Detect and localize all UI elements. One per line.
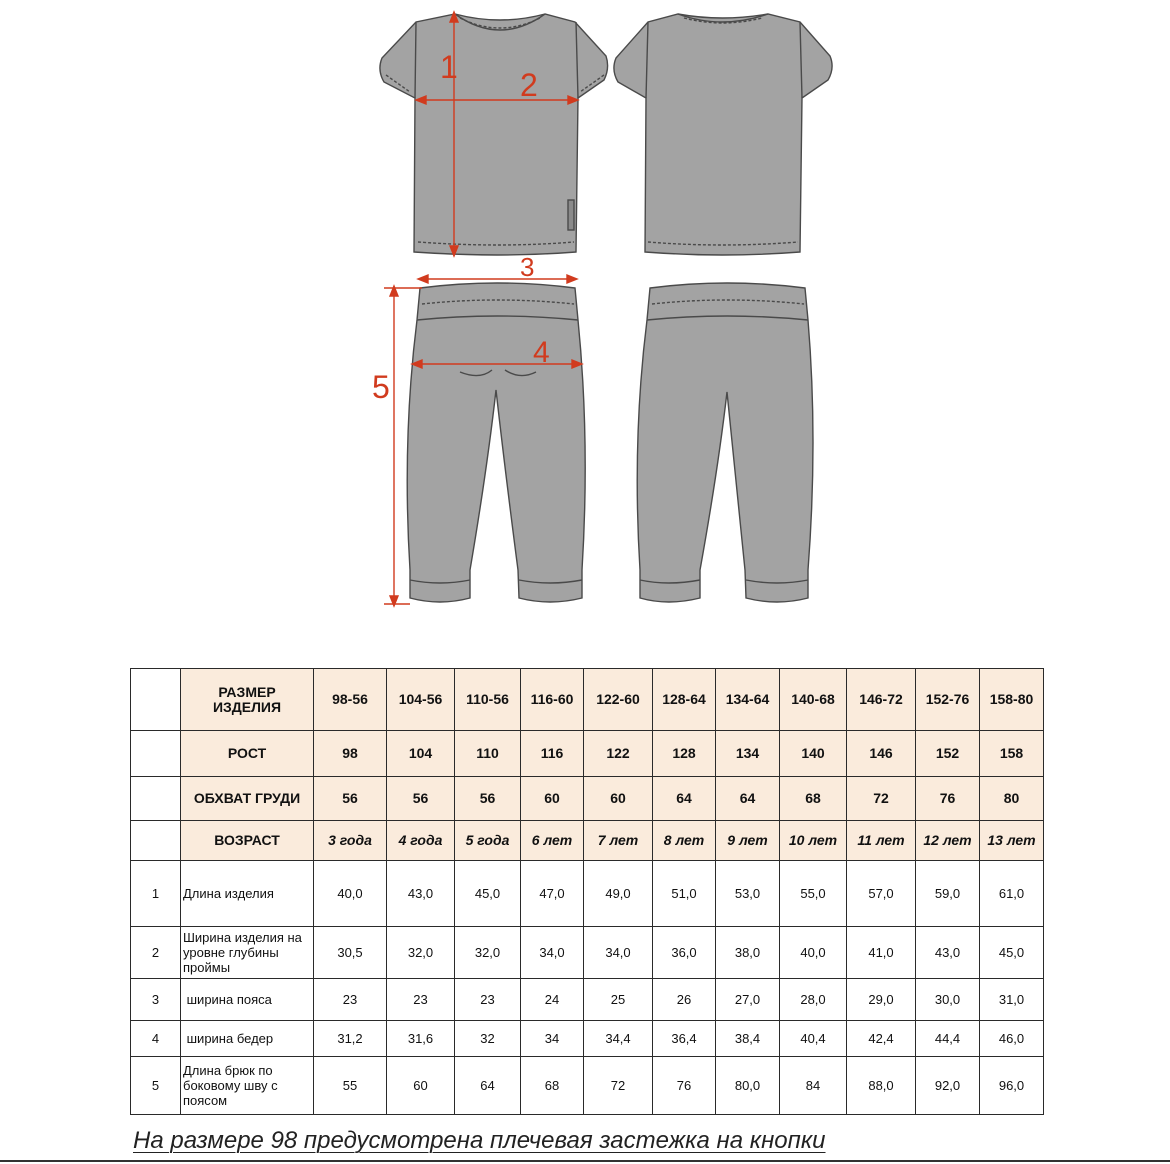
table-cell: 27,0 xyxy=(716,979,780,1021)
row-label: Длина брюк по боковому шву с поясом xyxy=(181,1057,314,1115)
table-cell: 88,0 xyxy=(847,1057,916,1115)
table-cell: 116 xyxy=(521,731,584,777)
table-cell: 128 xyxy=(653,731,716,777)
table-cell: 45,0 xyxy=(455,861,521,927)
table-cell: 104-56 xyxy=(387,669,455,731)
table-cell: 13 лет xyxy=(980,821,1044,861)
table-cell: 152-76 xyxy=(916,669,980,731)
table-cell: 104 xyxy=(387,731,455,777)
table-cell: 43,0 xyxy=(387,861,455,927)
table-cell: 43,0 xyxy=(916,927,980,979)
marker-5: 5 xyxy=(372,369,390,405)
table-cell: 158 xyxy=(980,731,1044,777)
table-cell: 44,4 xyxy=(916,1021,980,1057)
table-cell: 42,4 xyxy=(847,1021,916,1057)
table-row xyxy=(131,1057,1044,1115)
table-cell: 122 xyxy=(584,731,653,777)
table-cell: 32 xyxy=(455,1021,521,1057)
table-cell: 31,6 xyxy=(387,1021,455,1057)
table-cell: 32,0 xyxy=(387,927,455,979)
table-cell: 31,2 xyxy=(314,1021,387,1057)
table-cell: 24 xyxy=(521,979,584,1021)
table-cell: 23 xyxy=(455,979,521,1021)
table-cell: 134 xyxy=(716,731,780,777)
table-row xyxy=(131,979,1044,1021)
table-cell: 34 xyxy=(521,1021,584,1057)
table-cell: 34,0 xyxy=(521,927,584,979)
row-label: ширина пояса xyxy=(181,979,314,1021)
table-cell: 140 xyxy=(780,731,847,777)
empty-cell xyxy=(131,821,181,861)
table-cell: 64 xyxy=(455,1057,521,1115)
row-number: 5 xyxy=(131,1057,181,1115)
table-cell: 76 xyxy=(653,1057,716,1115)
table-cell: 38,4 xyxy=(716,1021,780,1057)
row-label: ОБХВАТ ГРУДИ xyxy=(181,777,314,821)
table-cell: 68 xyxy=(521,1057,584,1115)
table-cell: 72 xyxy=(584,1057,653,1115)
table-cell: 45,0 xyxy=(980,927,1044,979)
table-cell: 30,0 xyxy=(916,979,980,1021)
table-cell: 140-68 xyxy=(780,669,847,731)
table-row xyxy=(131,927,1044,979)
header-row xyxy=(131,731,1044,777)
table-cell: 34,0 xyxy=(584,927,653,979)
marker-4: 4 xyxy=(533,336,550,369)
table-cell: 6 лет xyxy=(521,821,584,861)
table-cell: 40,0 xyxy=(780,927,847,979)
table-cell: 40,0 xyxy=(314,861,387,927)
table-cell: 23 xyxy=(387,979,455,1021)
table-cell: 46,0 xyxy=(980,1021,1044,1057)
table-cell: 49,0 xyxy=(584,861,653,927)
table-cell: 80 xyxy=(980,777,1044,821)
row-number: 2 xyxy=(131,927,181,979)
table-cell: 122-60 xyxy=(584,669,653,731)
table-cell: 98 xyxy=(314,731,387,777)
table-cell: 9 лет xyxy=(716,821,780,861)
bottom-rule xyxy=(0,1160,1170,1162)
table-cell: 36,4 xyxy=(653,1021,716,1057)
table-cell: 59,0 xyxy=(916,861,980,927)
table-cell: 32,0 xyxy=(455,927,521,979)
tshirt-front xyxy=(380,14,608,255)
size-chart-table xyxy=(130,668,1044,1115)
pants-back xyxy=(637,283,813,602)
table-cell: 152 xyxy=(916,731,980,777)
table-cell: 158-80 xyxy=(980,669,1044,731)
table-cell: 80,0 xyxy=(716,1057,780,1115)
table-cell: 116-60 xyxy=(521,669,584,731)
table-cell: 57,0 xyxy=(847,861,916,927)
table-cell: 23 xyxy=(314,979,387,1021)
table-cell: 56 xyxy=(387,777,455,821)
table-cell: 5 года xyxy=(455,821,521,861)
table-cell: 34,4 xyxy=(584,1021,653,1057)
table-cell: 8 лет xyxy=(653,821,716,861)
table-cell: 47,0 xyxy=(521,861,584,927)
table-cell: 110 xyxy=(455,731,521,777)
table-cell: 38,0 xyxy=(716,927,780,979)
table-cell: 10 лет xyxy=(780,821,847,861)
marker-1: 1 xyxy=(440,49,458,85)
header-row xyxy=(131,821,1044,861)
row-label: Ширина изделия на уровне глубины проймы xyxy=(181,927,314,979)
table-cell: 72 xyxy=(847,777,916,821)
table-cell: 31,0 xyxy=(980,979,1044,1021)
empty-cell xyxy=(131,669,181,731)
table-cell: 41,0 xyxy=(847,927,916,979)
row-label: ширина бедер xyxy=(181,1021,314,1057)
row-label: Длина изделия xyxy=(181,861,314,927)
table-cell: 134-64 xyxy=(716,669,780,731)
row-label: РАЗМЕР ИЗДЕЛИЯ xyxy=(181,669,314,731)
table-cell: 84 xyxy=(780,1057,847,1115)
table-cell: 110-56 xyxy=(455,669,521,731)
table-cell: 7 лет xyxy=(584,821,653,861)
table-cell: 68 xyxy=(780,777,847,821)
table-cell: 56 xyxy=(455,777,521,821)
table-cell: 25 xyxy=(584,979,653,1021)
table-cell: 55 xyxy=(314,1057,387,1115)
table-cell: 29,0 xyxy=(847,979,916,1021)
table-cell: 36,0 xyxy=(653,927,716,979)
table-cell: 92,0 xyxy=(916,1057,980,1115)
marker-2: 2 xyxy=(520,67,538,103)
table-cell: 146-72 xyxy=(847,669,916,731)
marker-3: 3 xyxy=(520,252,535,282)
table-row xyxy=(131,861,1044,927)
footnote: На размере 98 предусмотрена плечевая застежка на кнопки xyxy=(133,1127,826,1154)
table-cell: 56 xyxy=(314,777,387,821)
row-label: РОСТ xyxy=(181,731,314,777)
table-cell: 60 xyxy=(387,1057,455,1115)
table-cell: 96,0 xyxy=(980,1057,1044,1115)
table-cell: 11 лет xyxy=(847,821,916,861)
header-row xyxy=(131,669,1044,731)
pants-front xyxy=(407,283,585,602)
tshirt-back xyxy=(614,14,832,255)
table-cell: 51,0 xyxy=(653,861,716,927)
row-number: 3 xyxy=(131,979,181,1021)
table-cell: 76 xyxy=(916,777,980,821)
table-cell: 61,0 xyxy=(980,861,1044,927)
table-cell: 53,0 xyxy=(716,861,780,927)
table-cell: 146 xyxy=(847,731,916,777)
row-number: 4 xyxy=(131,1021,181,1057)
table-cell: 128-64 xyxy=(653,669,716,731)
table-cell: 40,4 xyxy=(780,1021,847,1057)
table-cell: 98-56 xyxy=(314,669,387,731)
empty-cell xyxy=(131,777,181,821)
table-cell: 64 xyxy=(653,777,716,821)
table-cell: 12 лет xyxy=(916,821,980,861)
row-number: 1 xyxy=(131,861,181,927)
header-row xyxy=(131,777,1044,821)
table-cell: 3 года xyxy=(314,821,387,861)
table-cell: 26 xyxy=(653,979,716,1021)
table-cell: 60 xyxy=(584,777,653,821)
table-cell: 30,5 xyxy=(314,927,387,979)
empty-cell xyxy=(131,731,181,777)
table-cell: 28,0 xyxy=(780,979,847,1021)
table-cell: 4 года xyxy=(387,821,455,861)
table-cell: 55,0 xyxy=(780,861,847,927)
table-cell: 64 xyxy=(716,777,780,821)
table-cell: 60 xyxy=(521,777,584,821)
row-label: ВОЗРАСТ xyxy=(181,821,314,861)
table-row xyxy=(131,1021,1044,1057)
